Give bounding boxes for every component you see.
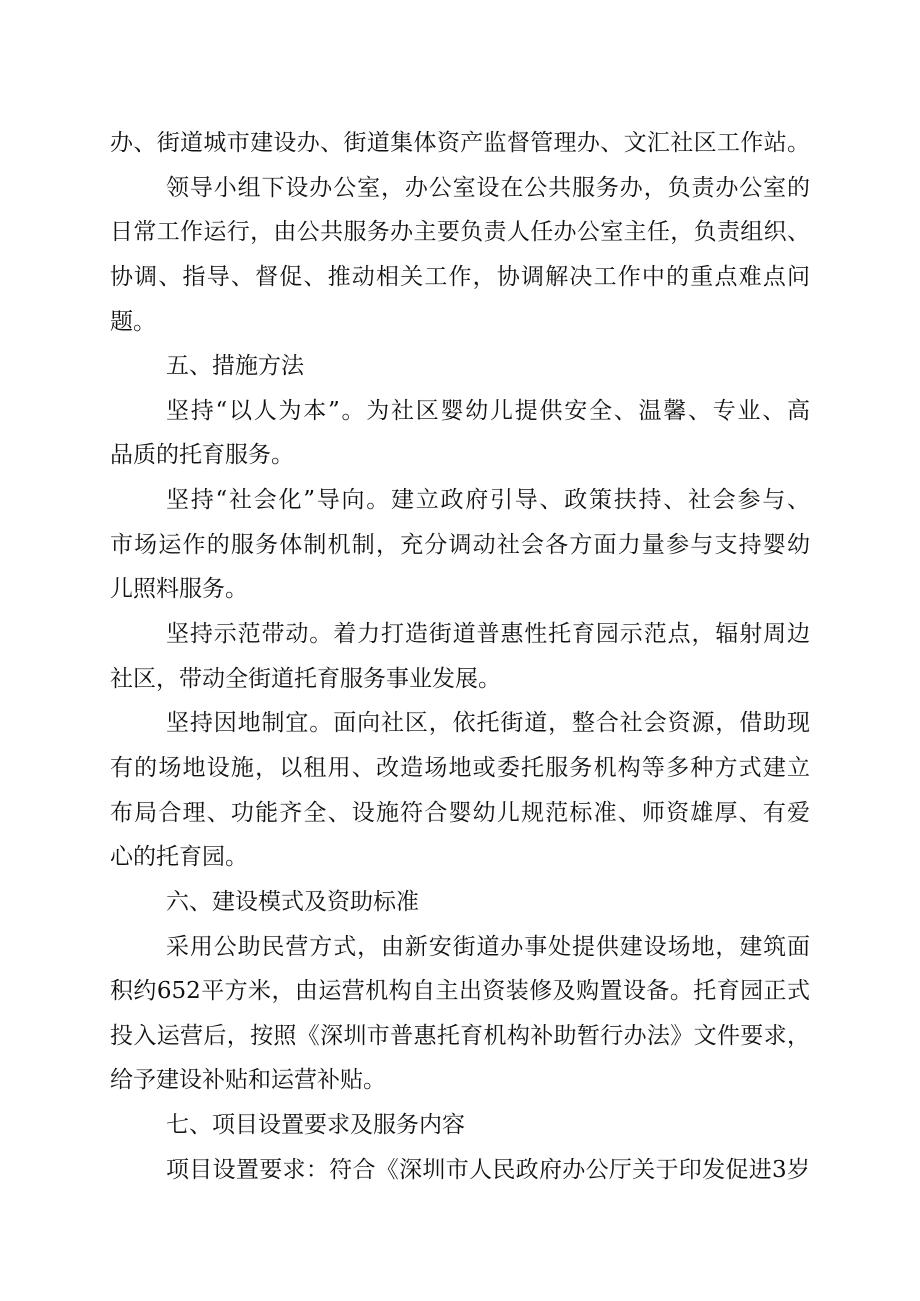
text-line: 坚持“以人为本”。为社区婴幼儿提供安全、温馨、专业、高: [166, 397, 810, 424]
document-body: [110, 121, 810, 1192]
text-line: 办、街道城市建设办、街道集体资产监督管理办、文汇社区工作站。: [110, 130, 810, 156]
text-line: 坚持“社会化”导向。建立政府引导、政策扶持、社会参与、: [166, 487, 810, 514]
paragraph: [110, 478, 810, 612]
text-line: 市场运作的服务体制机制，充分调动社会各方面力量参与支持婴幼: [110, 531, 810, 558]
text-line: 题。: [110, 308, 156, 335]
paragraph: [110, 121, 810, 166]
text-line: 品质的托育服务。: [110, 442, 294, 469]
paragraph: [110, 925, 810, 1104]
text-line: 七、项目设置要求及服务内容: [166, 1112, 465, 1139]
text-line: 坚持因地制宜。面向社区，依托街道，整合社会资源，借助现: [166, 710, 810, 737]
text-line: 坚持示范带动。着力打造街道普惠性托育园示范点，辐射周边: [166, 621, 810, 648]
text-line: 领导小组下设办公室，办公室设在公共服务办，负责办公室的: [166, 174, 810, 201]
text-line: 布局合理、功能齐全、设施符合婴幼儿规范标准、师资雄厚、有爱: [110, 799, 810, 826]
text-line: 有的场地设施，以租用、改造场地或委托服务机构等多种方式建立: [110, 754, 810, 781]
paragraph: [110, 389, 810, 478]
paragraph: [110, 701, 810, 880]
text-line: 心的托育园。: [110, 844, 248, 871]
text-line: 日常工作运行，由公共服务办主要负责人任办公室主任，负责组织、: [110, 219, 810, 246]
section-heading: [110, 1103, 810, 1148]
paragraph: [110, 166, 810, 345]
text-line: 儿照料服务。: [110, 576, 248, 603]
section-heading: [110, 880, 810, 925]
text-line: 项目设置要求：符合《深圳市人民政府办公厅关于印发促进3岁: [166, 1156, 810, 1183]
text-line: 采用公助民营方式，由新安街道办事处提供建设场地，建筑面: [166, 933, 810, 960]
text-line: 积约652平方米，由运营机构自主出资装修及购置设备。托育园正式: [110, 978, 810, 1005]
text-line: 给予建设补贴和运营补贴。: [110, 1067, 386, 1094]
text-line: 社区，带动全街道托育服务事业发展。: [110, 665, 501, 692]
section-heading: [110, 344, 810, 389]
text-line: 五、措施方法: [166, 353, 304, 380]
text-line: 协调、指导、督促、推动相关工作，协调解决工作中的重点难点问: [110, 263, 810, 290]
text-line: 投入运营后，按照《深圳市普惠托育机构补助暂行办法》文件要求，: [110, 1022, 810, 1049]
paragraph: [110, 612, 810, 701]
paragraph: [110, 1148, 810, 1193]
text-line: 六、建设模式及资助标准: [166, 888, 419, 915]
